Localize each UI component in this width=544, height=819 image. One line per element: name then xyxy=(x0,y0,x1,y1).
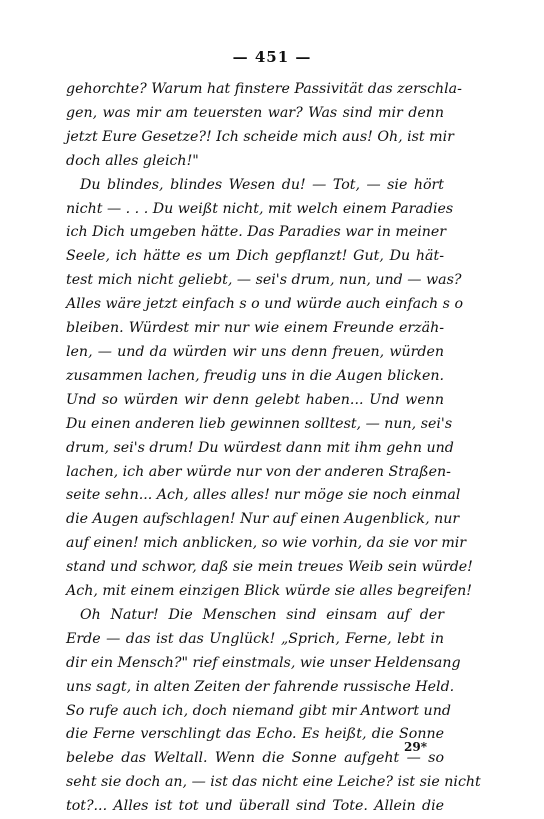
text-line: ich Dich umgeben hätte. Das Paradies war in meiner xyxy=(66,224,447,241)
text-line: len, — und da würden wir uns denn freuen, würden xyxy=(66,343,444,360)
text-line: Oh Natur! Die Menschen sind einsam auf der xyxy=(80,606,444,623)
text-line: seite sehn... Ach, alles alles! nur möge sie noch einmal xyxy=(66,487,461,504)
text-line: Seele, ich hätte es um Dich gepflanzt! Gut, Du hät- xyxy=(66,248,444,265)
paragraph xyxy=(66,78,462,174)
text-line: test mich nicht geliebt, — sei's drum, nun, und — was? xyxy=(66,272,462,289)
text-line: gen, was mir am teuersten war? Was sind mir denn xyxy=(66,104,444,121)
text-line: Du blindes, blindes Wesen du! — Tot, — sie hört xyxy=(80,176,444,193)
signature-mark: 29* xyxy=(404,740,427,754)
body-text xyxy=(66,78,481,819)
text-line: Du einen anderen lieb gewinnen solltest, — nun, sei's xyxy=(66,415,453,432)
text-line: uns sagt, in alten Zeiten der fahrende russische Held. xyxy=(66,678,455,695)
text-line: belebe das Weltall. Wenn die Sonne aufgeht — so xyxy=(66,750,444,767)
text-line: Erde — das ist das Unglück! „Sprich, Ferne, lebt in xyxy=(66,630,444,647)
text-line: tot?... Alles ist tot und überall sind Tote. Allein die xyxy=(66,798,444,815)
text-line: drum, sei's drum! Du würdest dann mit ihm gehn und xyxy=(66,439,454,456)
page-number-header: — 451 — xyxy=(232,48,312,66)
text-line: dir ein Mensch?" rief einstmals, wie unser Heldensang xyxy=(66,654,461,671)
text-line: seht sie doch an, — ist das nicht eine Leiche? ist sie nicht xyxy=(66,774,481,791)
text-line: bleiben. Würdest mir nur wie einem Freunde erzäh- xyxy=(66,320,444,337)
text-line: doch alles gleich!" xyxy=(66,152,199,169)
text-line: die Ferne verschlingt das Echo. Es heißt, die Sonne xyxy=(66,726,444,743)
text-line: Ach, mit einem einzigen Blick würde sie alles begreifen! xyxy=(66,583,472,600)
text-line: jetzt Eure Gesetze?! Ich scheide mich aus! Oh, ist mir xyxy=(66,128,454,145)
text-line: stand und schwor, daß sie mein treues Weib sein würde! xyxy=(66,559,473,576)
text-line: So rufe auch ich, doch niemand gibt mir Antwort und xyxy=(66,702,451,719)
text-line: nicht — . . . Du weißt nicht, mit welch einem Paradies xyxy=(66,200,454,217)
paragraph xyxy=(66,604,481,819)
text-line: die Augen aufschlagen! Nur auf einen Augenblick, nur xyxy=(66,511,460,528)
text-line: zusammen lachen, freudig uns in die Augen blicken. xyxy=(66,367,444,384)
text-line: auf einen! mich anblicken, so wie vorhin, da sie vor mir xyxy=(66,535,467,552)
paragraph xyxy=(66,174,473,604)
text-line: Und so würden wir denn gelebt haben... Und wenn xyxy=(66,391,444,408)
text-line: gehorchte? Warum hat finstere Passivität das zerschla- xyxy=(66,81,462,97)
text-line: lachen, ich aber würde nur von der anderen Straßen- xyxy=(66,463,451,480)
text-line: Alles wäre jetzt einfach s o und würde auch einfach s o xyxy=(66,296,464,313)
